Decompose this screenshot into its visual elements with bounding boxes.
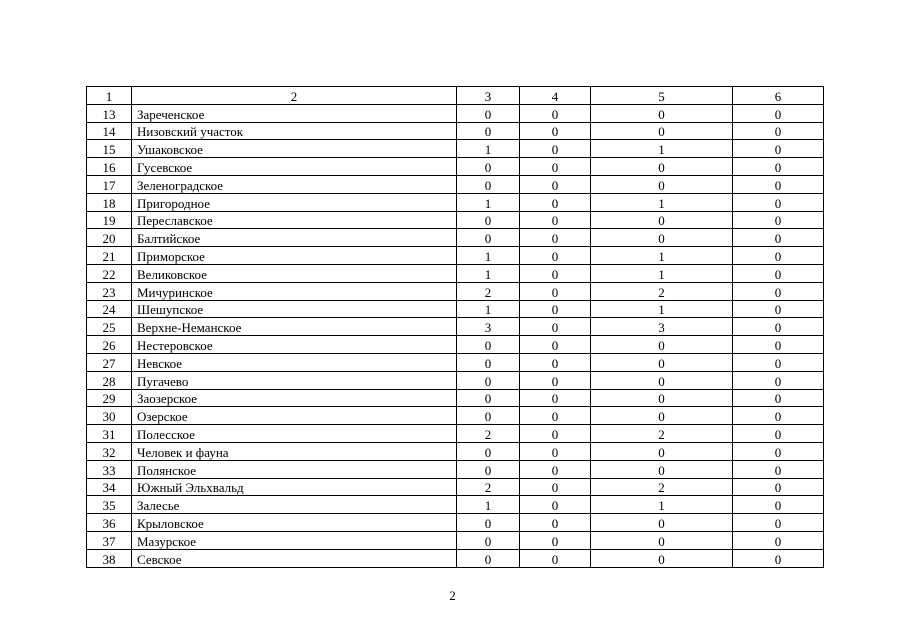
col6-cell: 0 xyxy=(733,407,824,425)
col6-cell: 0 xyxy=(733,122,824,140)
col3-cell: 0 xyxy=(457,371,520,389)
col5-cell: 1 xyxy=(591,247,733,265)
row-number-cell: 26 xyxy=(87,336,132,354)
col3-cell: 0 xyxy=(457,175,520,193)
col6-cell: 0 xyxy=(733,371,824,389)
row-number-cell: 24 xyxy=(87,300,132,318)
col4-cell: 0 xyxy=(520,193,591,211)
col3-cell: 2 xyxy=(457,478,520,496)
table-row xyxy=(87,407,824,425)
reserve-name-cell: Низовский участок xyxy=(132,122,457,140)
col6-cell: 0 xyxy=(733,282,824,300)
col6-cell: 0 xyxy=(733,300,824,318)
reserve-name-cell: Зеленоградское xyxy=(132,175,457,193)
col4-cell: 0 xyxy=(520,282,591,300)
col5-cell: 0 xyxy=(591,514,733,532)
col3-cell: 0 xyxy=(457,158,520,176)
table-row xyxy=(87,300,824,318)
reserve-name-cell: Севское xyxy=(132,549,457,567)
reserve-name-cell: Зареченское xyxy=(132,104,457,122)
col5-cell: 0 xyxy=(591,549,733,567)
col4-cell: 0 xyxy=(520,122,591,140)
col3-cell: 0 xyxy=(457,407,520,425)
col3-cell: 1 xyxy=(457,496,520,514)
col4-cell: 0 xyxy=(520,318,591,336)
table-row xyxy=(87,264,824,282)
col4-cell: 0 xyxy=(520,140,591,158)
col6-cell: 0 xyxy=(733,104,824,122)
col5-cell: 1 xyxy=(591,300,733,318)
row-number-cell: 13 xyxy=(87,104,132,122)
col3-cell: 0 xyxy=(457,336,520,354)
col5-cell: 1 xyxy=(591,140,733,158)
col4-cell: 0 xyxy=(520,442,591,460)
table-row xyxy=(87,158,824,176)
table-row xyxy=(87,353,824,371)
row-number-cell: 19 xyxy=(87,211,132,229)
col3-cell: 0 xyxy=(457,460,520,478)
table-row xyxy=(87,496,824,514)
col5-cell: 2 xyxy=(591,478,733,496)
col6-cell: 0 xyxy=(733,389,824,407)
col4-cell: 0 xyxy=(520,247,591,265)
col5-cell: 0 xyxy=(591,407,733,425)
col3-cell: 2 xyxy=(457,282,520,300)
col4-cell: 0 xyxy=(520,407,591,425)
col3-cell: 0 xyxy=(457,229,520,247)
table-row xyxy=(87,478,824,496)
col5-cell: 0 xyxy=(591,442,733,460)
col3-cell: 0 xyxy=(457,122,520,140)
col4-cell: 0 xyxy=(520,425,591,443)
col4-cell: 0 xyxy=(520,531,591,549)
row-number-cell: 35 xyxy=(87,496,132,514)
table-row xyxy=(87,175,824,193)
col5-cell: 0 xyxy=(591,122,733,140)
reserve-name-cell: Заозерское xyxy=(132,389,457,407)
col4-cell: 0 xyxy=(520,496,591,514)
reserve-name-cell: Крыловское xyxy=(132,514,457,532)
row-number-cell: 18 xyxy=(87,193,132,211)
col4-cell: 0 xyxy=(520,211,591,229)
row-number-cell: 38 xyxy=(87,549,132,567)
col5-cell: 3 xyxy=(591,318,733,336)
col4-cell: 0 xyxy=(520,478,591,496)
reserve-name-cell: Переславское xyxy=(132,211,457,229)
header-cell: 1 xyxy=(87,87,132,105)
col6-cell: 0 xyxy=(733,478,824,496)
col6-cell: 0 xyxy=(733,264,824,282)
row-number-cell: 20 xyxy=(87,229,132,247)
row-number-cell: 15 xyxy=(87,140,132,158)
header-cell: 2 xyxy=(132,87,457,105)
reserve-name-cell: Мазурское xyxy=(132,531,457,549)
col4-cell: 0 xyxy=(520,389,591,407)
col3-cell: 1 xyxy=(457,140,520,158)
col6-cell: 0 xyxy=(733,460,824,478)
col5-cell: 0 xyxy=(591,371,733,389)
col3-cell: 1 xyxy=(457,193,520,211)
col4-cell: 0 xyxy=(520,264,591,282)
reserve-name-cell: Человек и фауна xyxy=(132,442,457,460)
table-row xyxy=(87,371,824,389)
col4-cell: 0 xyxy=(520,336,591,354)
row-number-cell: 17 xyxy=(87,175,132,193)
col3-cell: 1 xyxy=(457,300,520,318)
col5-cell: 0 xyxy=(591,158,733,176)
col3-cell: 3 xyxy=(457,318,520,336)
col6-cell: 0 xyxy=(733,531,824,549)
header-cell: 4 xyxy=(520,87,591,105)
col5-cell: 1 xyxy=(591,264,733,282)
reserve-name-cell: Полесское xyxy=(132,425,457,443)
header-cell: 3 xyxy=(457,87,520,105)
table-row xyxy=(87,531,824,549)
table-row xyxy=(87,549,824,567)
col5-cell: 1 xyxy=(591,496,733,514)
row-number-cell: 21 xyxy=(87,247,132,265)
col6-cell: 0 xyxy=(733,158,824,176)
row-number-cell: 25 xyxy=(87,318,132,336)
row-number-cell: 32 xyxy=(87,442,132,460)
col4-cell: 0 xyxy=(520,514,591,532)
row-number-cell: 37 xyxy=(87,531,132,549)
col4-cell: 0 xyxy=(520,175,591,193)
reserve-name-cell: Залесье xyxy=(132,496,457,514)
reserve-name-cell: Южный Эльхвальд xyxy=(132,478,457,496)
row-number-cell: 16 xyxy=(87,158,132,176)
col6-cell: 0 xyxy=(733,514,824,532)
table-row xyxy=(87,514,824,532)
col3-cell: 0 xyxy=(457,442,520,460)
table-row xyxy=(87,140,824,158)
col3-cell: 2 xyxy=(457,425,520,443)
col5-cell: 0 xyxy=(591,460,733,478)
data-table xyxy=(86,86,824,568)
col5-cell: 0 xyxy=(591,211,733,229)
col6-cell: 0 xyxy=(733,175,824,193)
col6-cell: 0 xyxy=(733,211,824,229)
table-row xyxy=(87,336,824,354)
col4-cell: 0 xyxy=(520,549,591,567)
col3-cell: 1 xyxy=(457,264,520,282)
reserve-name-cell: Пригородное xyxy=(132,193,457,211)
reserve-name-cell: Приморское xyxy=(132,247,457,265)
table-row xyxy=(87,104,824,122)
reserve-name-cell: Невское xyxy=(132,353,457,371)
page-number: 2 xyxy=(449,588,456,603)
row-number-cell: 33 xyxy=(87,460,132,478)
col3-cell: 0 xyxy=(457,549,520,567)
col4-cell: 0 xyxy=(520,300,591,318)
col6-cell: 0 xyxy=(733,442,824,460)
table-row xyxy=(87,211,824,229)
reserve-name-cell: Верхне-Неманское xyxy=(132,318,457,336)
col5-cell: 1 xyxy=(591,193,733,211)
reserve-name-cell: Полянское xyxy=(132,460,457,478)
reserve-name-cell: Гусевское xyxy=(132,158,457,176)
table-row xyxy=(87,229,824,247)
col6-cell: 0 xyxy=(733,193,824,211)
table-row xyxy=(87,247,824,265)
col3-cell: 0 xyxy=(457,353,520,371)
col3-cell: 0 xyxy=(457,531,520,549)
col5-cell: 2 xyxy=(591,425,733,443)
table-row xyxy=(87,318,824,336)
col6-cell: 0 xyxy=(733,247,824,265)
row-number-cell: 31 xyxy=(87,425,132,443)
row-number-cell: 36 xyxy=(87,514,132,532)
col5-cell: 0 xyxy=(591,104,733,122)
table-row xyxy=(87,442,824,460)
col6-cell: 0 xyxy=(733,336,824,354)
col5-cell: 0 xyxy=(591,353,733,371)
row-number-cell: 34 xyxy=(87,478,132,496)
col3-cell: 0 xyxy=(457,389,520,407)
col3-cell: 0 xyxy=(457,514,520,532)
row-number-cell: 14 xyxy=(87,122,132,140)
col4-cell: 0 xyxy=(520,158,591,176)
reserve-name-cell: Нестеровское xyxy=(132,336,457,354)
table-row xyxy=(87,282,824,300)
col4-cell: 0 xyxy=(520,229,591,247)
row-number-cell: 27 xyxy=(87,353,132,371)
col4-cell: 0 xyxy=(520,104,591,122)
col5-cell: 0 xyxy=(591,175,733,193)
col6-cell: 0 xyxy=(733,353,824,371)
row-number-cell: 22 xyxy=(87,264,132,282)
reserve-name-cell: Великовское xyxy=(132,264,457,282)
table-row xyxy=(87,122,824,140)
col3-cell: 0 xyxy=(457,211,520,229)
col4-cell: 0 xyxy=(520,353,591,371)
col6-cell: 0 xyxy=(733,549,824,567)
row-number-cell: 29 xyxy=(87,389,132,407)
reserve-name-cell: Пугачево xyxy=(132,371,457,389)
reserve-name-cell: Мичуринское xyxy=(132,282,457,300)
col3-cell: 1 xyxy=(457,247,520,265)
row-number-cell: 30 xyxy=(87,407,132,425)
col6-cell: 0 xyxy=(733,229,824,247)
table-row xyxy=(87,389,824,407)
col5-cell: 0 xyxy=(591,336,733,354)
col5-cell: 0 xyxy=(591,531,733,549)
col4-cell: 0 xyxy=(520,460,591,478)
col6-cell: 0 xyxy=(733,496,824,514)
col4-cell: 0 xyxy=(520,371,591,389)
col6-cell: 0 xyxy=(733,318,824,336)
header-cell: 6 xyxy=(733,87,824,105)
header-cell: 5 xyxy=(591,87,733,105)
reserve-name-cell: Озерское xyxy=(132,407,457,425)
reserve-name-cell: Балтийское xyxy=(132,229,457,247)
reserve-name-cell: Шешупское xyxy=(132,300,457,318)
row-number-cell: 23 xyxy=(87,282,132,300)
col6-cell: 0 xyxy=(733,140,824,158)
col3-cell: 0 xyxy=(457,104,520,122)
col5-cell: 2 xyxy=(591,282,733,300)
table-row xyxy=(87,193,824,211)
reserve-name-cell: Ушаковское xyxy=(132,140,457,158)
table-header-row xyxy=(87,87,824,105)
table-row xyxy=(87,425,824,443)
table-row xyxy=(87,460,824,478)
col5-cell: 0 xyxy=(591,229,733,247)
row-number-cell: 28 xyxy=(87,371,132,389)
col6-cell: 0 xyxy=(733,425,824,443)
col5-cell: 0 xyxy=(591,389,733,407)
